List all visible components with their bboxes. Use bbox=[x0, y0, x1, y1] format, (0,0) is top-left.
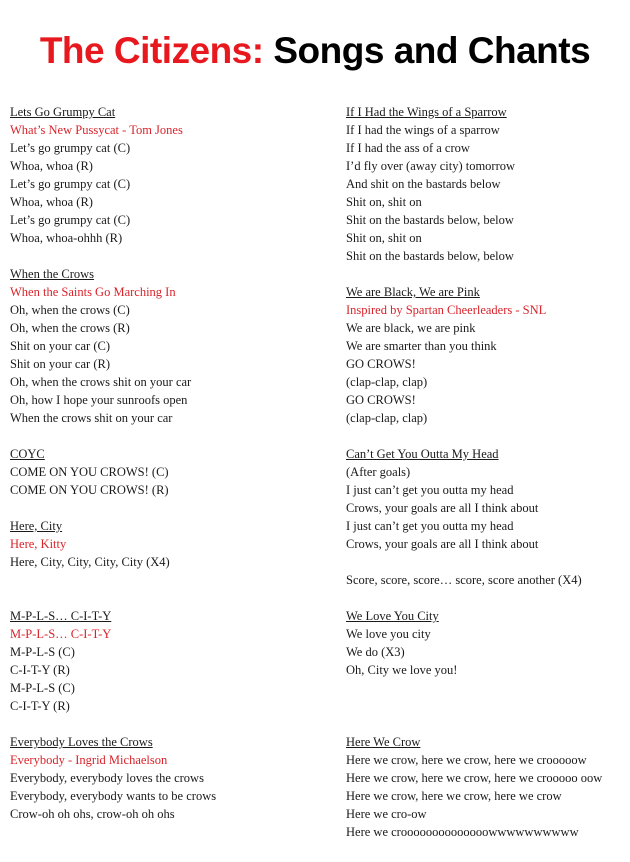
song-line: If I had the ass of a crow bbox=[346, 141, 470, 155]
song-line: Oh, City we love you! bbox=[346, 663, 458, 677]
song-line: Whoa, whoa (R) bbox=[10, 159, 93, 173]
song-line: Let’s go grumpy cat (C) bbox=[10, 141, 131, 155]
song-line: Shit on the bastards below, below bbox=[346, 249, 514, 263]
page-title bbox=[0, 28, 630, 74]
song-line: Score, score, score… score, score another (X4) bbox=[346, 573, 582, 587]
song-tune: M-P-L-S… C-I-T-Y bbox=[10, 627, 112, 641]
song-line: Here we crow, here we crow, here we crow bbox=[346, 789, 562, 803]
song-line: (After goals) bbox=[346, 465, 411, 479]
song-coyc bbox=[10, 445, 290, 499]
song-line: COME ON YOU CROWS! (R) bbox=[10, 483, 169, 497]
song-we-love-you-city bbox=[346, 607, 626, 679]
song-heading: M-P-L-S… C-I-T-Y bbox=[10, 609, 112, 623]
song-cant-get-you-outta-my-head bbox=[346, 445, 626, 589]
song-line: We are smarter than you think bbox=[346, 339, 497, 353]
song-line: And shit on the bastards below bbox=[346, 177, 501, 191]
song-line: Crow-oh oh ohs, crow-oh oh ohs bbox=[10, 807, 175, 821]
song-line: (clap-clap, clap) bbox=[346, 375, 428, 389]
song-line: GO CROWS! bbox=[346, 393, 416, 407]
song-everybody-loves-the-crows bbox=[10, 733, 290, 823]
song-line: Shit on, shit on bbox=[346, 195, 422, 209]
song-line: Oh, when the crows shit on your car bbox=[10, 375, 192, 389]
song-line: We do (X3) bbox=[346, 645, 405, 659]
song-when-the-crows bbox=[10, 265, 290, 427]
song-wings-of-a-sparrow bbox=[346, 103, 626, 265]
song-line: When the crows shit on your car bbox=[10, 411, 173, 425]
song-line: C-I-T-Y (R) bbox=[10, 663, 70, 677]
song-line: Shit on the bastards below, below bbox=[346, 213, 514, 227]
song-we-are-black-we-are-pink bbox=[346, 283, 626, 427]
song-line: Shit on, shit on bbox=[346, 231, 422, 245]
song-line: Oh, when the crows (C) bbox=[10, 303, 130, 317]
song-line: C-I-T-Y (R) bbox=[10, 699, 70, 713]
song-tune: Everybody - Ingrid Michaelson bbox=[10, 753, 168, 767]
song-line: (clap-clap, clap) bbox=[346, 411, 428, 425]
song-line: Oh, when the crows (R) bbox=[10, 321, 130, 335]
title-team-name: The Citizens: bbox=[39, 30, 264, 71]
song-heading: Lets Go Grumpy Cat bbox=[10, 105, 116, 119]
song-line: COME ON YOU CROWS! (C) bbox=[10, 465, 169, 479]
song-heading: If I Had the Wings of a Sparrow bbox=[346, 105, 507, 119]
song-here-we-crow bbox=[346, 733, 626, 841]
song-heading: Everybody Loves the Crows bbox=[10, 735, 153, 749]
song-heading: We Love You City bbox=[346, 609, 439, 623]
song-line: I just can’t get you outta my head bbox=[346, 519, 514, 533]
song-line: Shit on your car (C) bbox=[10, 339, 110, 353]
song-line: M-P-L-S (C) bbox=[10, 645, 75, 659]
song-line: I just can’t get you outta my head bbox=[346, 483, 514, 497]
song-line: Shit on your car (R) bbox=[10, 357, 110, 371]
song-line: M-P-L-S (C) bbox=[10, 681, 75, 695]
song-tune: When the Saints Go Marching In bbox=[10, 285, 176, 299]
song-heading: COYC bbox=[10, 447, 45, 461]
song-line: Here we cro-ow bbox=[346, 807, 427, 821]
song-heading: Can’t Get You Outta My Head bbox=[346, 447, 499, 461]
song-line: Here we crow, here we crow, here we crooooow bbox=[346, 753, 587, 767]
song-tune: Inspired by Spartan Cheerleaders - SNL bbox=[346, 303, 547, 317]
song-line: I’d fly over (away city) tomorrow bbox=[346, 159, 516, 173]
song-line: We love you city bbox=[346, 627, 431, 641]
song-line bbox=[346, 553, 626, 571]
song-line: Here we crow, here we crow, here we crooooo oow bbox=[346, 771, 603, 785]
song-heading: We are Black, We are Pink bbox=[346, 285, 480, 299]
song-heading: When the Crows bbox=[10, 267, 95, 281]
song-mpls-city bbox=[10, 607, 290, 715]
song-heading: Here, City bbox=[10, 519, 63, 533]
title-subtitle: Songs and Chants bbox=[273, 30, 591, 71]
song-line: Let’s go grumpy cat (C) bbox=[10, 213, 131, 227]
song-here-city bbox=[10, 517, 290, 571]
song-line: GO CROWS! bbox=[346, 357, 416, 371]
song-tune: Here, Kitty bbox=[10, 537, 67, 551]
song-line: Whoa, whoa (R) bbox=[10, 195, 93, 209]
song-line: We are black, we are pink bbox=[346, 321, 476, 335]
song-heading: Here We Crow bbox=[346, 735, 421, 749]
song-line: Let’s go grumpy cat (C) bbox=[10, 177, 131, 191]
song-line: Everybody, everybody loves the crows bbox=[10, 771, 204, 785]
song-lets-go-grumpy-cat bbox=[10, 103, 290, 247]
song-line: Crows, your goals are all I think about bbox=[346, 537, 539, 551]
song-line: Whoa, whoa-ohhh (R) bbox=[10, 231, 123, 245]
song-line: Everybody, everybody wants to be crows bbox=[10, 789, 217, 803]
song-tune: What’s New Pussycat - Tom Jones bbox=[10, 123, 183, 137]
song-line: Crows, your goals are all I think about bbox=[346, 501, 539, 515]
song-line: Oh, how I hope your sunroofs open bbox=[10, 393, 188, 407]
song-line: Here, City, City, City, City (X4) bbox=[10, 555, 170, 569]
song-line: Here we croooooooooooooowwwwwwwwww bbox=[346, 825, 579, 839]
song-line: If I had the wings of a sparrow bbox=[346, 123, 500, 137]
